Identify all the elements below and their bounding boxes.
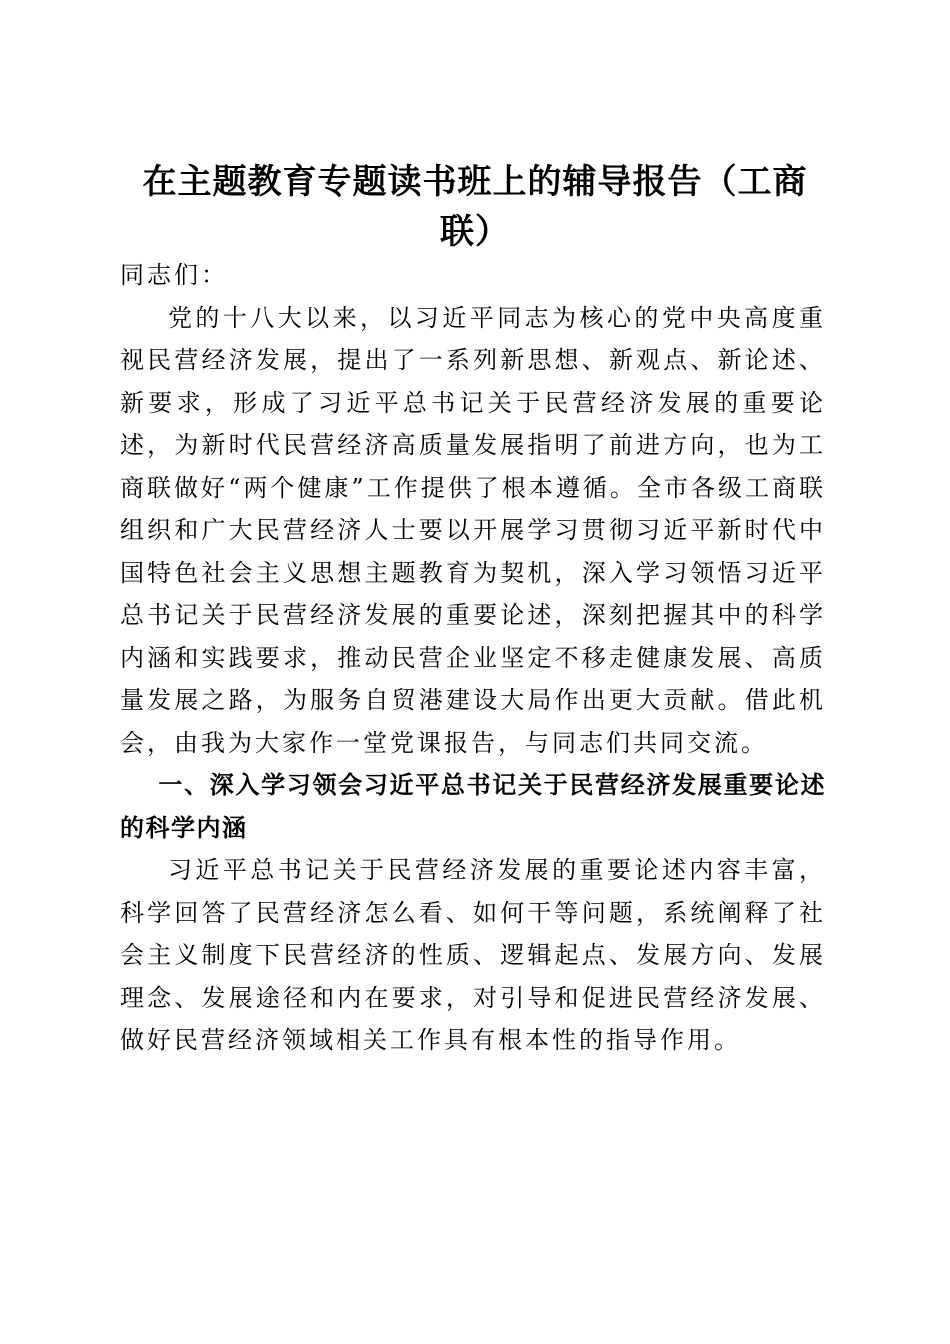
salutation: 同志们： [120, 261, 228, 289]
intro-paragraph: 党的十八大以来，以习近平同志为核心的党中央高度重视民营经济发展，提出了一系列新思想、新观点、新论述、新要求，形成了习近平总书记关于民营经济发展的重要论述，为新时代民营经济高质量发展指明了前进方向，也为工商联做好“两个健康”工作提供了根本遵循。全市各级工商联组织和广大民营经济人士要以开展学习贯彻习近平新时代中国特色社会主义思想主题教育为契机，深入学习领悟习近平总书记关于民营经济发展的重要论述，深刻把握其中的科学内涵和实践要求，推动民营企业坚定不移走健康发展、高质量发展之路，为服务自贸港建设大局作出更大贡献。借此机会，由我为大家作一堂党课报告，与同志们共同交流。 [120, 303, 826, 757]
section-heading: 一、深入学习领会习近平总书记关于民营经济发展重要论述的科学内涵 [120, 771, 826, 842]
document-title: 在主题教育专题读书班上的辅导报告（工商联） [142, 161, 808, 252]
document-body [120, 254, 826, 1062]
section-paragraph: 习近平总书记关于民营经济发展的重要论述内容丰富，科学回答了民营经济怎么看、如何干等问题，系统阐释了社会主义制度下民营经济的性质、逻辑起点、发展方向、发展理念、发展途径和内在要求，对引导和促进民营经济发展、做好民营经济领域相关工作具有根本性的指导作用。 [120, 856, 826, 1054]
